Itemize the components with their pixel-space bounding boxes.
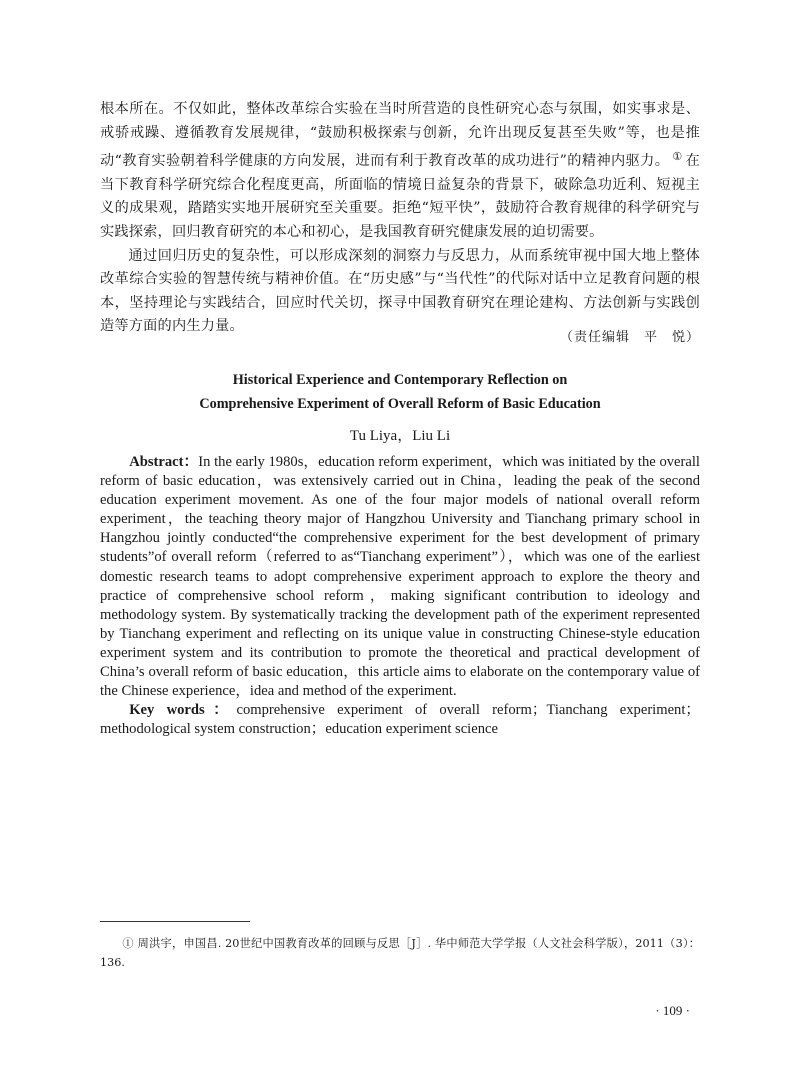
english-title-line-2: Comprehensive Experiment of Overall Reform of Basic Education (199, 396, 601, 412)
abstract-text: In the early 1980s，education reform experiment，which was initiated by the overall reform of basic education，was extensively carried out in China，leading the peak of the second education experiment movement. As one of the four major models of national overall reform experiment，the teaching theory major of Hangzhou University and Tianchang primary school in Hangzhou jointly conducted“the comprehensive experiment for the best development of primary students”of overall reform（referred to as“Tianchang experiment”），which was one of the earliest domestic research teams to adopt comprehensive experiment approach to explore the theory and practice of comprehensive school reform，making significant contribution to ideology and methodology system. By systematically tracking the development path of the experiment represented by Tianchang experiment and reflecting on its unique value in constructing Chinese-style education experiment system and its contribution to promote the theoretical and practical development of China’s overall reform of basic education，this article aims to elaborate on the contemporary value of the Chinese experience，idea and method of the experiment. (100, 454, 700, 700)
page-number: · 109 · (655, 1003, 690, 1018)
keywords-text: comprehensive experiment of overall reform；Tianchang experiment；methodological system construction；education experiment science (100, 702, 701, 738)
keywords-label: Key words： (129, 702, 237, 719)
authors: Tu Liya，Liu Li (349, 428, 451, 444)
abstract-label: Abstract： (129, 454, 199, 470)
editor-credit: （责任编辑 平 悦） (559, 330, 700, 345)
footnote-marker[interactable]: ① (672, 150, 683, 164)
paragraph-1: 根本所在。不仅如此，整体改革综合实验在当时所营造的良性研究心态与氛围，如实事求是、戒骄戒躁、遵循教育发展规律，“鼓励积极探索与创新，允许出现反复甚至失败”等，也是推动“教育实验朝着科学健康的方向发展，进而有利于教育改革的成功进行”的精神内驱力。 ① 在当下教育科学研究综合化程度更高，所面临的情境日益复杂的背景下，破除急功近利、短视主义的成果观，踏踏实实地开展研究至关重要。拒绝“短平快”，鼓励符合教育规律的科学研究与实践探索，回归教育研究的本心和初心，是我国教育研究健康发展的迫切需要。 (100, 101, 701, 240)
footnote-divider (100, 921, 250, 922)
paragraph-2: 通过回归历史的复杂性，可以形成深刻的洞察力与反思力，从而系统审视中国大地上整体改革综合实验的智慧传统与精神价值。在“历史感”与“当代性”的代际对话中立足教育问题的根本，坚持理论与实践结合，回应时代关切，探寻中国教育研究在理论建构、方法创新与实践创造等方面的内生力量。 (100, 247, 700, 335)
footnote: ① 周洪宇，申国昌. 20世纪中国教育改革的回顾与反思［J］. 华中师范大学学报（人文社会科学版），2011（3）：136. (100, 937, 700, 969)
abstract-paragraph (100, 453, 700, 701)
english-title-line-1: Historical Experience and Contemporary Reflection on (232, 372, 568, 388)
keywords-paragraph (100, 701, 700, 739)
chinese-body-text (100, 98, 700, 339)
english-abstract (100, 453, 700, 739)
